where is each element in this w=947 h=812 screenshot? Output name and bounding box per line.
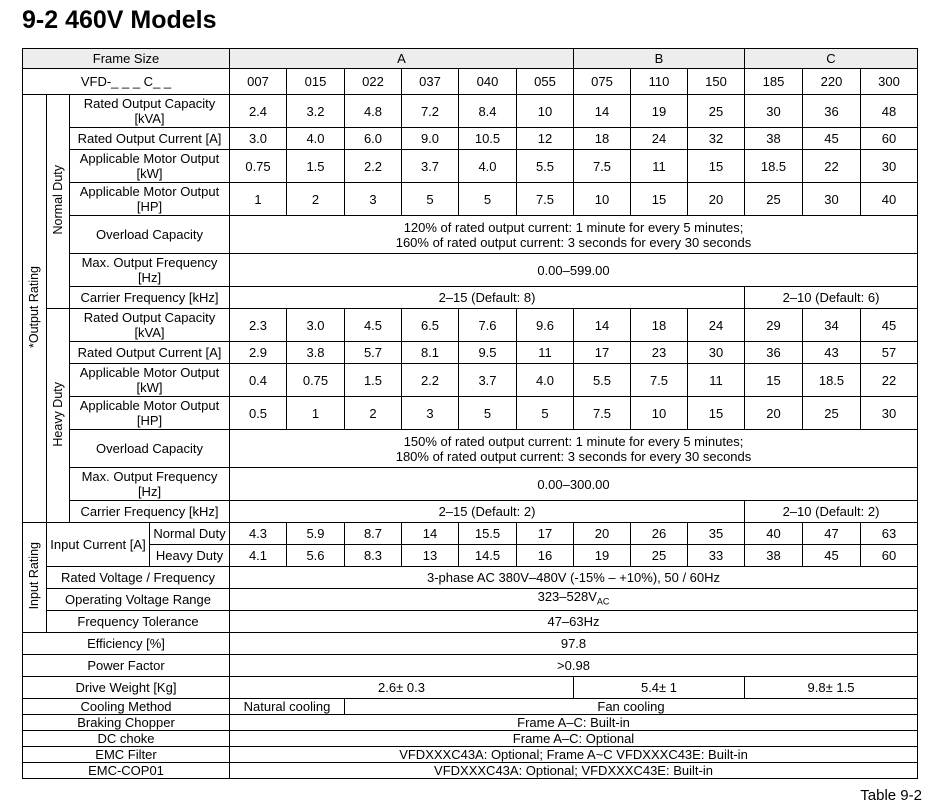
model-label: VFD-_ _ _ C_ _ <box>23 69 230 95</box>
value-cell: 22 <box>861 364 918 397</box>
value-cell: 29 <box>745 309 803 342</box>
emc-cop01-value: VFDXXXC43A: Optional; VFDXXXC43E: Built-in <box>230 763 918 779</box>
row-label-line2: [kVA] <box>134 111 165 126</box>
value-cell: 3.7 <box>402 150 459 183</box>
value-cell: 2.2 <box>345 150 402 183</box>
value-cell: 25 <box>688 95 745 128</box>
value-cell: 5 <box>517 397 574 430</box>
value-cell: 7.5 <box>574 150 631 183</box>
value-cell: 15 <box>631 183 688 216</box>
row-label: Efficiency [%] <box>23 633 230 655</box>
row-label: Carrier Frequency [kHz] <box>70 287 230 309</box>
carrier-ab-value: 2–15 (Default: 8) <box>230 287 745 309</box>
value-cell: 35 <box>688 523 745 545</box>
maxfreq-value: 0.00–300.00 <box>230 468 918 501</box>
row-label-line2: [Hz] <box>137 484 162 499</box>
freq-tol-value: 47–63Hz <box>230 611 918 633</box>
frame-size-label: Frame Size <box>23 49 230 69</box>
overload-line2: 180% of rated output current: 3 seconds for every 30 seconds <box>395 448 752 464</box>
value-cell: 30 <box>688 342 745 364</box>
row-label <box>70 364 230 397</box>
value-cell: 7.5 <box>574 397 631 430</box>
value-cell: 30 <box>861 397 918 430</box>
value-cell: 11 <box>688 364 745 397</box>
row-label: Braking Chopper <box>23 715 230 731</box>
row-label: Carrier Frequency [kHz] <box>70 501 230 523</box>
value-cell: 8.1 <box>402 342 459 364</box>
frame-a-header: A <box>230 49 574 69</box>
weight-a-value: 2.6± 0.3 <box>230 677 574 699</box>
overload-line1: 120% of rated output current: 1 minute for every 5 minutes; <box>403 219 744 235</box>
value-cell: 7.5 <box>631 364 688 397</box>
value-cell: 3.8 <box>287 342 345 364</box>
input-rating-text: Input Rating <box>27 542 41 610</box>
op-range-main: 323–528V <box>537 589 597 605</box>
value-cell: 0.4 <box>230 364 287 397</box>
value-cell: 3.7 <box>459 364 517 397</box>
row-label-line1: Rated Output Capacity <box>83 310 216 325</box>
row-label: EMC Filter <box>23 747 230 763</box>
value-cell: 36 <box>745 342 803 364</box>
value-cell: 2 <box>345 397 402 430</box>
value-cell: 5 <box>459 397 517 430</box>
heavy-duty-sublabel: Heavy Duty <box>150 545 230 567</box>
value-cell: 220 <box>803 69 861 95</box>
value-cell: 5.6 <box>287 545 345 567</box>
value-cell: 32 <box>688 128 745 150</box>
normal-duty-text: Normal Duty <box>50 165 65 235</box>
value-cell: 15 <box>688 150 745 183</box>
power-factor-value: >0.98 <box>230 655 918 677</box>
value-cell: 040 <box>459 69 517 95</box>
value-cell: 48 <box>861 95 918 128</box>
carrier-c-value: 2–10 (Default: 6) <box>745 287 918 309</box>
value-cell: 45 <box>803 545 861 567</box>
value-cell: 60 <box>861 545 918 567</box>
overload-line1: 150% of rated output current: 1 minute for every 5 minutes; <box>403 433 744 449</box>
value-cell: 5.9 <box>287 523 345 545</box>
value-cell: 45 <box>861 309 918 342</box>
row-label-line1: Applicable Motor Output <box>79 365 220 380</box>
value-cell: 34 <box>803 309 861 342</box>
op-range-value <box>230 589 918 611</box>
cooling-fan-value: Fan cooling <box>345 699 918 715</box>
value-cell: 10.5 <box>459 128 517 150</box>
efficiency-value: 97.8 <box>230 633 918 655</box>
value-cell: 8.7 <box>345 523 402 545</box>
row-label: DC choke <box>23 731 230 747</box>
row-label <box>70 468 230 501</box>
value-cell: 15 <box>688 397 745 430</box>
value-cell: 1.5 <box>345 364 402 397</box>
weight-b-value: 5.4± 1 <box>574 677 745 699</box>
value-cell: 18 <box>574 128 631 150</box>
maxfreq-value: 0.00–599.00 <box>230 254 918 287</box>
value-cell: 7.6 <box>459 309 517 342</box>
row-label-line2: [kW] <box>136 166 163 181</box>
value-cell: 2.2 <box>402 364 459 397</box>
value-cell: 14 <box>402 523 459 545</box>
value-cell: 007 <box>230 69 287 95</box>
row-label-line1: Applicable Motor Output <box>79 151 220 166</box>
value-cell: 3.2 <box>287 95 345 128</box>
voltage-value: 3-phase AC 380V–480V (-15% – +10%), 50 / 60Hz <box>230 567 918 589</box>
value-cell: 185 <box>745 69 803 95</box>
page-title: 9-2 460V Models <box>22 6 217 34</box>
value-cell: 4.0 <box>287 128 345 150</box>
value-cell: 18.5 <box>745 150 803 183</box>
value-cell: 14 <box>574 309 631 342</box>
value-cell: 022 <box>345 69 402 95</box>
value-cell: 5.5 <box>574 364 631 397</box>
value-cell: 17 <box>517 523 574 545</box>
value-cell: 4.1 <box>230 545 287 567</box>
value-cell: 8.3 <box>345 545 402 567</box>
output-rating-label <box>23 95 47 523</box>
input-rating-label <box>23 523 47 633</box>
table-caption: Table 9-2 <box>860 787 922 804</box>
value-cell: 24 <box>688 309 745 342</box>
value-cell: 40 <box>745 523 803 545</box>
spec-table <box>22 48 918 779</box>
row-label: Frequency Tolerance <box>47 611 230 633</box>
value-cell: 8.4 <box>459 95 517 128</box>
value-cell: 4.0 <box>459 150 517 183</box>
value-cell: 15.5 <box>459 523 517 545</box>
frame-c-header: C <box>745 49 918 69</box>
row-label <box>70 397 230 430</box>
row-label: Rated Output Current [A] <box>70 342 230 364</box>
value-cell: 6.0 <box>345 128 402 150</box>
value-cell: 0.5 <box>230 397 287 430</box>
carrier-c-value: 2–10 (Default: 2) <box>745 501 918 523</box>
value-cell: 4.5 <box>345 309 402 342</box>
value-cell: 075 <box>574 69 631 95</box>
value-cell: 30 <box>745 95 803 128</box>
value-cell: 33 <box>688 545 745 567</box>
value-cell: 24 <box>631 128 688 150</box>
row-label-line1: Max. Output Frequency <box>81 469 218 484</box>
value-cell: 3.0 <box>230 128 287 150</box>
value-cell: 20 <box>688 183 745 216</box>
row-label-line2: [HP] <box>136 413 163 428</box>
row-label-line1: Applicable Motor Output <box>79 184 220 199</box>
value-cell: 7.2 <box>402 95 459 128</box>
value-cell: 110 <box>631 69 688 95</box>
value-cell: 4.8 <box>345 95 402 128</box>
value-cell: 63 <box>861 523 918 545</box>
row-label <box>70 150 230 183</box>
value-cell: 2 <box>287 183 345 216</box>
row-label: Rated Output Current [A] <box>70 128 230 150</box>
heavy-duty-text: Heavy Duty <box>50 381 65 447</box>
value-cell: 9.6 <box>517 309 574 342</box>
value-cell: 25 <box>803 397 861 430</box>
value-cell: 20 <box>574 523 631 545</box>
value-cell: 3.0 <box>287 309 345 342</box>
value-cell: 26 <box>631 523 688 545</box>
value-cell: 45 <box>803 128 861 150</box>
value-cell: 1 <box>230 183 287 216</box>
braking-value: Frame A–C: Built-in <box>230 715 918 731</box>
value-cell: 40 <box>861 183 918 216</box>
value-cell: 36 <box>803 95 861 128</box>
row-label-line2: [kW] <box>136 380 163 395</box>
value-cell: 47 <box>803 523 861 545</box>
value-cell: 13 <box>402 545 459 567</box>
row-label-line1: Rated Output Capacity <box>83 96 216 111</box>
frame-b-header: B <box>574 49 745 69</box>
row-label: EMC-COP01 <box>23 763 230 779</box>
weight-c-value: 9.8± 1.5 <box>745 677 918 699</box>
value-cell: 14.5 <box>459 545 517 567</box>
value-cell: 12 <box>517 128 574 150</box>
value-cell: 2.3 <box>230 309 287 342</box>
value-cell: 5.7 <box>345 342 402 364</box>
value-cell: 6.5 <box>402 309 459 342</box>
overload-value <box>230 430 918 468</box>
value-cell: 11 <box>517 342 574 364</box>
value-cell: 14 <box>574 95 631 128</box>
row-label-line1: Max. Output Frequency <box>81 255 218 270</box>
value-cell: 7.5 <box>517 183 574 216</box>
row-label <box>70 183 230 216</box>
value-cell: 17 <box>574 342 631 364</box>
value-cell: 57 <box>861 342 918 364</box>
value-cell: 11 <box>631 150 688 183</box>
row-label: Rated Voltage / Frequency <box>47 567 230 589</box>
value-cell: 38 <box>745 545 803 567</box>
output-rating-text: *Output Rating <box>27 266 41 348</box>
value-cell: 25 <box>631 545 688 567</box>
row-label: Operating Voltage Range <box>47 589 230 611</box>
value-cell: 5.5 <box>517 150 574 183</box>
value-cell: 19 <box>574 545 631 567</box>
value-cell: 300 <box>861 69 918 95</box>
value-cell: 15 <box>745 364 803 397</box>
value-cell: 25 <box>745 183 803 216</box>
heavy-duty-label <box>47 309 70 523</box>
value-cell: 19 <box>631 95 688 128</box>
value-cell: 3 <box>345 183 402 216</box>
value-cell: 38 <box>745 128 803 150</box>
value-cell: 055 <box>517 69 574 95</box>
normal-duty-label <box>47 95 70 309</box>
row-label <box>70 254 230 287</box>
value-cell: 10 <box>574 183 631 216</box>
value-cell: 18.5 <box>803 364 861 397</box>
row-label: Cooling Method <box>23 699 230 715</box>
value-cell: 0.75 <box>287 364 345 397</box>
value-cell: 9.5 <box>459 342 517 364</box>
value-cell: 9.0 <box>402 128 459 150</box>
emc-filter-value: VFDXXXC43A: Optional; Frame A~C VFDXXXC43E: Built-in <box>230 747 918 763</box>
row-label: Overload Capacity <box>70 216 230 254</box>
input-current-label: Input Current [A] <box>47 523 150 567</box>
value-cell: 037 <box>402 69 459 95</box>
normal-duty-sublabel: Normal Duty <box>150 523 230 545</box>
value-cell: 16 <box>517 545 574 567</box>
value-cell: 30 <box>861 150 918 183</box>
value-cell: 0.75 <box>230 150 287 183</box>
value-cell: 60 <box>861 128 918 150</box>
row-label: Drive Weight [Kg] <box>23 677 230 699</box>
overload-value <box>230 216 918 254</box>
row-label-line1: Applicable Motor Output <box>79 398 220 413</box>
row-label <box>70 309 230 342</box>
row-label <box>70 95 230 128</box>
op-range-sub: AC <box>596 596 610 607</box>
row-label-line2: [Hz] <box>137 270 162 285</box>
value-cell: 3 <box>402 397 459 430</box>
row-label-line2: [HP] <box>136 199 163 214</box>
value-cell: 20 <box>745 397 803 430</box>
value-cell: 2.4 <box>230 95 287 128</box>
value-cell: 30 <box>803 183 861 216</box>
value-cell: 43 <box>803 342 861 364</box>
value-cell: 2.9 <box>230 342 287 364</box>
value-cell: 4.0 <box>517 364 574 397</box>
value-cell: 23 <box>631 342 688 364</box>
value-cell: 18 <box>631 309 688 342</box>
value-cell: 5 <box>459 183 517 216</box>
row-label-line2: [kVA] <box>134 325 165 340</box>
dc-choke-value: Frame A–C: Optional <box>230 731 918 747</box>
cooling-natural-value: Natural cooling <box>230 699 345 715</box>
value-cell: 5 <box>402 183 459 216</box>
overload-line2: 160% of rated output current: 3 seconds for every 30 seconds <box>395 234 752 250</box>
row-label: Overload Capacity <box>70 430 230 468</box>
value-cell: 1.5 <box>287 150 345 183</box>
carrier-ab-value: 2–15 (Default: 2) <box>230 501 745 523</box>
value-cell: 4.3 <box>230 523 287 545</box>
value-cell: 150 <box>688 69 745 95</box>
value-cell: 10 <box>631 397 688 430</box>
value-cell: 015 <box>287 69 345 95</box>
value-cell: 1 <box>287 397 345 430</box>
value-cell: 10 <box>517 95 574 128</box>
row-label: Power Factor <box>23 655 230 677</box>
value-cell: 22 <box>803 150 861 183</box>
